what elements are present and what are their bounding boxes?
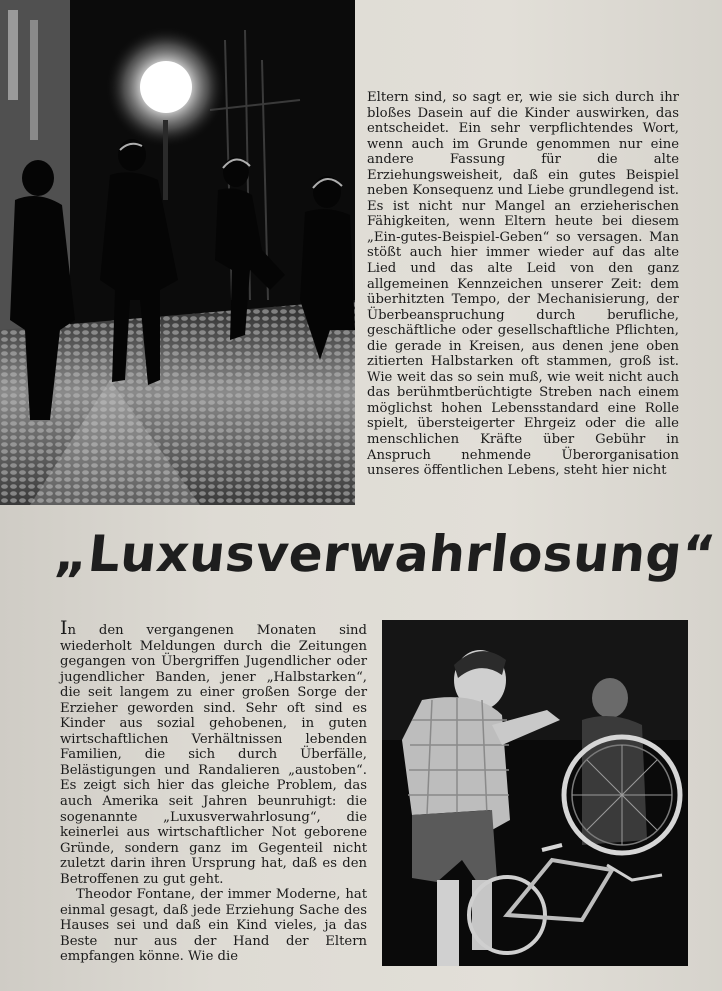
paragraph-1-text: n den vergangenen Monaten sind wiederholt Meldungen durch die Zeitungen gegangen von Übergriffen Jugendlicher oder jugendlicher Banden, jener „Halbstarken“, die seit langem zu einer großen Sorge der Erzieher geworden sind. Sehr oft sind es Kinder aus sozial gehobenen, in guten wirtschaftlichen Verhältnissen lebenden Familien, die sich durch Überfälle, Belästigungen und Randalieren „austoben“. Es zeigt sich hier das gleiche Problem, das auch Amerika seit Jahren beunruhigt: die sogenannte „Luxusverwahrlosung“, die keinerlei aus wirtschaftlicher Not geborene Gründe, sondern ganz im Gegenteil nicht zuletzt darin ihren Ursprung hat, daß es den Betroffenen zu gut geht. [60,623,367,887]
article-column-bottom [60,617,367,965]
article-paragraph-2: Theodor Fontane, der immer Moderne, hat einmal gesagt, daß jede Erziehung Sache des Hauses sei und daß ein Kind vieles, ja das Beste nur aus der Hand der Eltern empfangen könne. Wie die [60,887,367,965]
article-paragraph-1 [60,617,367,887]
drop-cap: I [60,617,68,639]
youths-with-bicycle-photo [382,620,688,966]
article-paragraph: Eltern sind, so sagt er, wie sie sich durch ihr bloßes Dasein auf die Kinder auswirken, das entscheidet. Ein sehr verpflichtendes Wort, wenn auch im Grunde genommen nur eine andere Fassung für die alte Erziehungsweisheit, daß ein gutes Beispiel neben Konsequenz und Liebe grundlegend ist. Es ist nicht nur Mangel an erzieherischen Fähigkeiten, wenn Eltern heute bei diesem „Ein-gutes-Beispiel-Geben“ so versagen. Man stößt auch hier immer wieder auf das alte Lied und das alte Leid von den ganz allgemeinen Kennzeichen unserer Zeit: dem überhitzten Tempo, der Mechanisierung, der Überbeanspruchung durch berufliche, geschäftliche oder gesellschaftliche Pflichten, die gerade in Kreisen, aus denen jene oben zitierten Halbstarken oft stammen, groß ist. Wie weit das so sein muß, wie weit nicht auch das berühmtberüchtigte Streben nach einem möglichst hohen Lebensstandard eine Rolle spielt, übersteigerter Ehrgeiz oder die alle menschlichen Kräfte über Gebühr in Anspruch nehmende Überorganisation unseres öffentlichen Lebens, steht hier nicht [367,90,679,479]
article-column-top [367,90,679,479]
night-street-youths-photo [0,0,355,505]
article-headline: „Luxusverwahrlosung“ [51,525,719,583]
